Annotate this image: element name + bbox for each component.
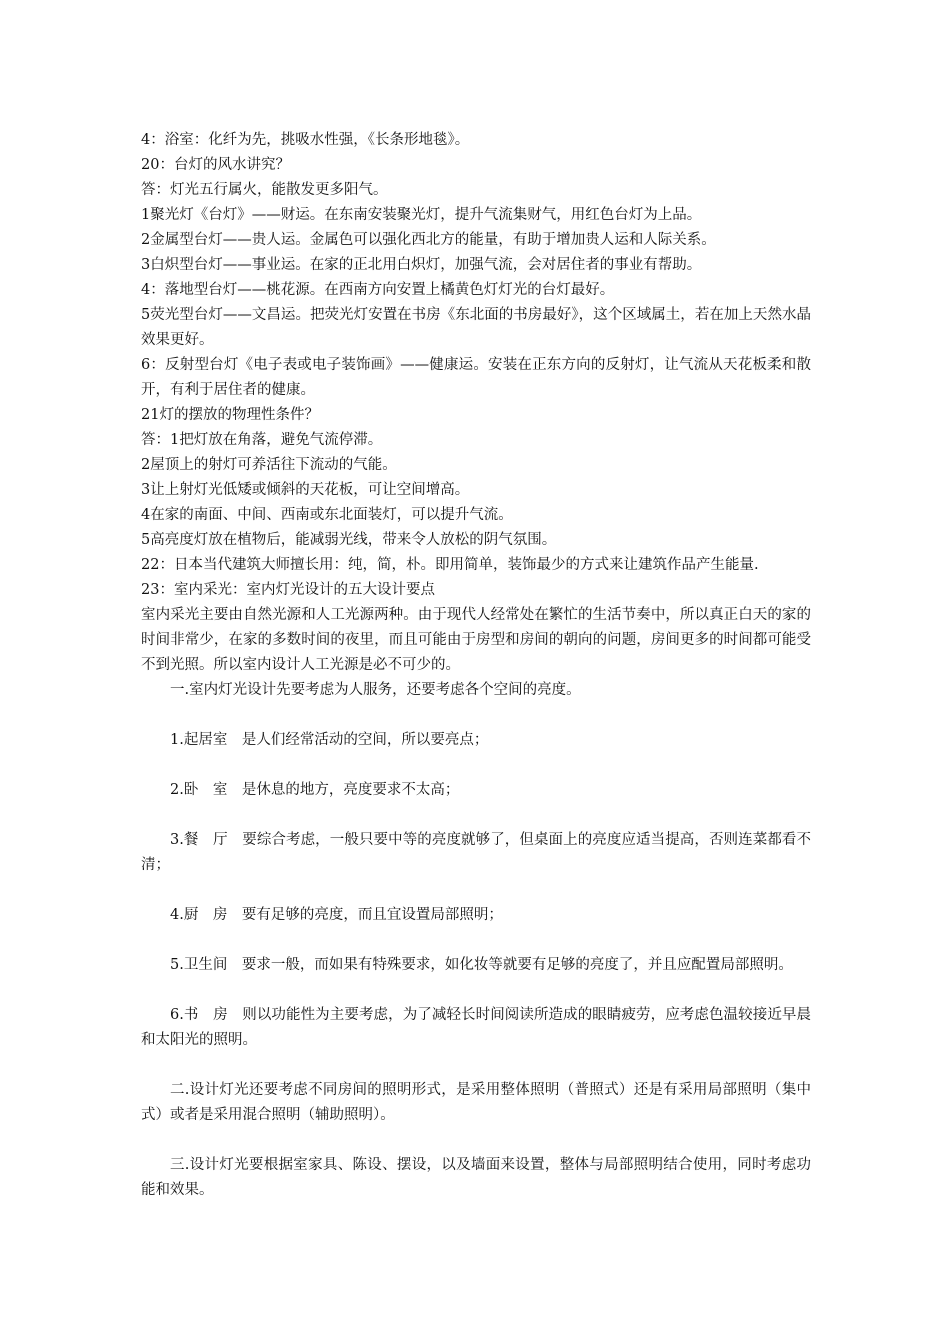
spacer [141, 978, 811, 1003]
list-item: 2屋顶上的射灯可养活往下流动的气能。 [141, 457, 397, 473]
list-item: 5荧光型台灯——文昌运。把荧光灯安置在书房《东北面的书房最好》，这个区域属土，若在加上天然水晶效果更好。 [141, 307, 811, 348]
room-item: 3.餐 厅 要综合考虑，一般只要中等的亮度就够了，但桌面上的亮度应适当提高，否则连菜都看不清； [141, 832, 811, 873]
spacer [141, 928, 811, 953]
spacer [141, 1053, 811, 1078]
list-item: 4在家的南面、中间、西南或东北面装灯，可以提升气流。 [141, 507, 513, 523]
list-item: 2金属型台灯——贵人运。金属色可以强化西北方的能量，有助于增加贵人运和人际关系。 [141, 232, 716, 248]
paragraph: 4：浴室：化纤为先，挑吸水性强，《长条形地毯》。 [141, 132, 470, 148]
room-item: 6.书 房 则以功能性为主要考虑，为了减轻长时间阅读所造成的眼睛疲劳，应考虑色温较接近早晨和太阳光的照明。 [141, 1007, 811, 1048]
list-item: 答：1把灯放在角落，避免气流停滞。 [141, 432, 383, 448]
point-three: 三.设计灯光要根据室家具、陈设、摆设，以及墙面来设置，整体与局部照明结合使用，同时考虑功能和效果。 [141, 1157, 811, 1198]
list-item: 3让上射灯光低矮或倾斜的天花板，可让空间增高。 [141, 482, 470, 498]
spacer [141, 878, 811, 903]
spacer [141, 753, 811, 778]
list-item: 3白炽型台灯——事业运。在家的正北用白炽灯，加强气流，会对居住者的事业有帮助。 [141, 257, 702, 273]
spacer [141, 703, 811, 728]
question-heading: 20：台灯的风水讲究？ [141, 157, 290, 173]
document-body [141, 128, 811, 1203]
list-item: 6：反射型台灯《电子表或电子装饰画》——健康运。安装在正东方向的反射灯，让气流从天花板柔和散开，有利于居住者的健康。 [141, 357, 811, 398]
paragraph: 答：灯光五行属火，能散发更多阳气。 [141, 182, 388, 198]
list-item: 5高亮度灯放在植物后，能减弱光线，带来令人放松的阴气氛围。 [141, 532, 557, 548]
list-item: 1聚光灯《台灯》——财运。在东南安装聚光灯，提升气流集财气，用红色台灯为上品。 [141, 207, 702, 223]
section-heading: 23：室内采光：室内灯光设计的五大设计要点 [141, 582, 435, 598]
point-one: 一.室内灯光设计先要考虑为人服务，还要考虑各个空间的亮度。 [170, 682, 581, 698]
room-item: 1.起居室 是人们经常活动的空间，所以要亮点； [170, 732, 489, 748]
paragraph: 22：日本当代建筑大师擅长用：纯，简，朴。即用简单，装饰最少的方式来让建筑作品产生能量. [141, 557, 759, 573]
room-item: 2.卧 室 是休息的地方，亮度要求不太高； [170, 782, 460, 798]
point-two: 二.设计灯光还要考虑不同房间的照明形式，是采用整体照明（普照式）还是有采用局部照明（集中式）或者是采用混合照明（辅助照明）。 [141, 1082, 811, 1123]
list-item: 4：落地型台灯——桃花源。在西南方向安置上橘黄色灯灯光的台灯最好。 [141, 282, 615, 298]
room-item: 5.卫生间 要求一般，而如果有特殊要求，如化妆等就要有足够的亮度了，并且应配置局部照明。 [170, 957, 793, 973]
question-heading: 21灯的摆放的物理性条件？ [141, 407, 319, 423]
spacer [141, 803, 811, 828]
spacer [141, 1128, 811, 1153]
room-item: 4.厨 房 要有足够的亮度，而且宜设置局部照明； [170, 907, 503, 923]
paragraph: 室内采光主要由自然光源和人工光源两种。由于现代人经常处在繁忙的生活节奏中，所以真正白天的家的时间非常少，在家的多数时间的夜里，而且可能由于房型和房间的朝向的问题，房间更多的时间都可能受不到光照。所以室内设计人工光源是必不可少的。 [141, 607, 811, 673]
